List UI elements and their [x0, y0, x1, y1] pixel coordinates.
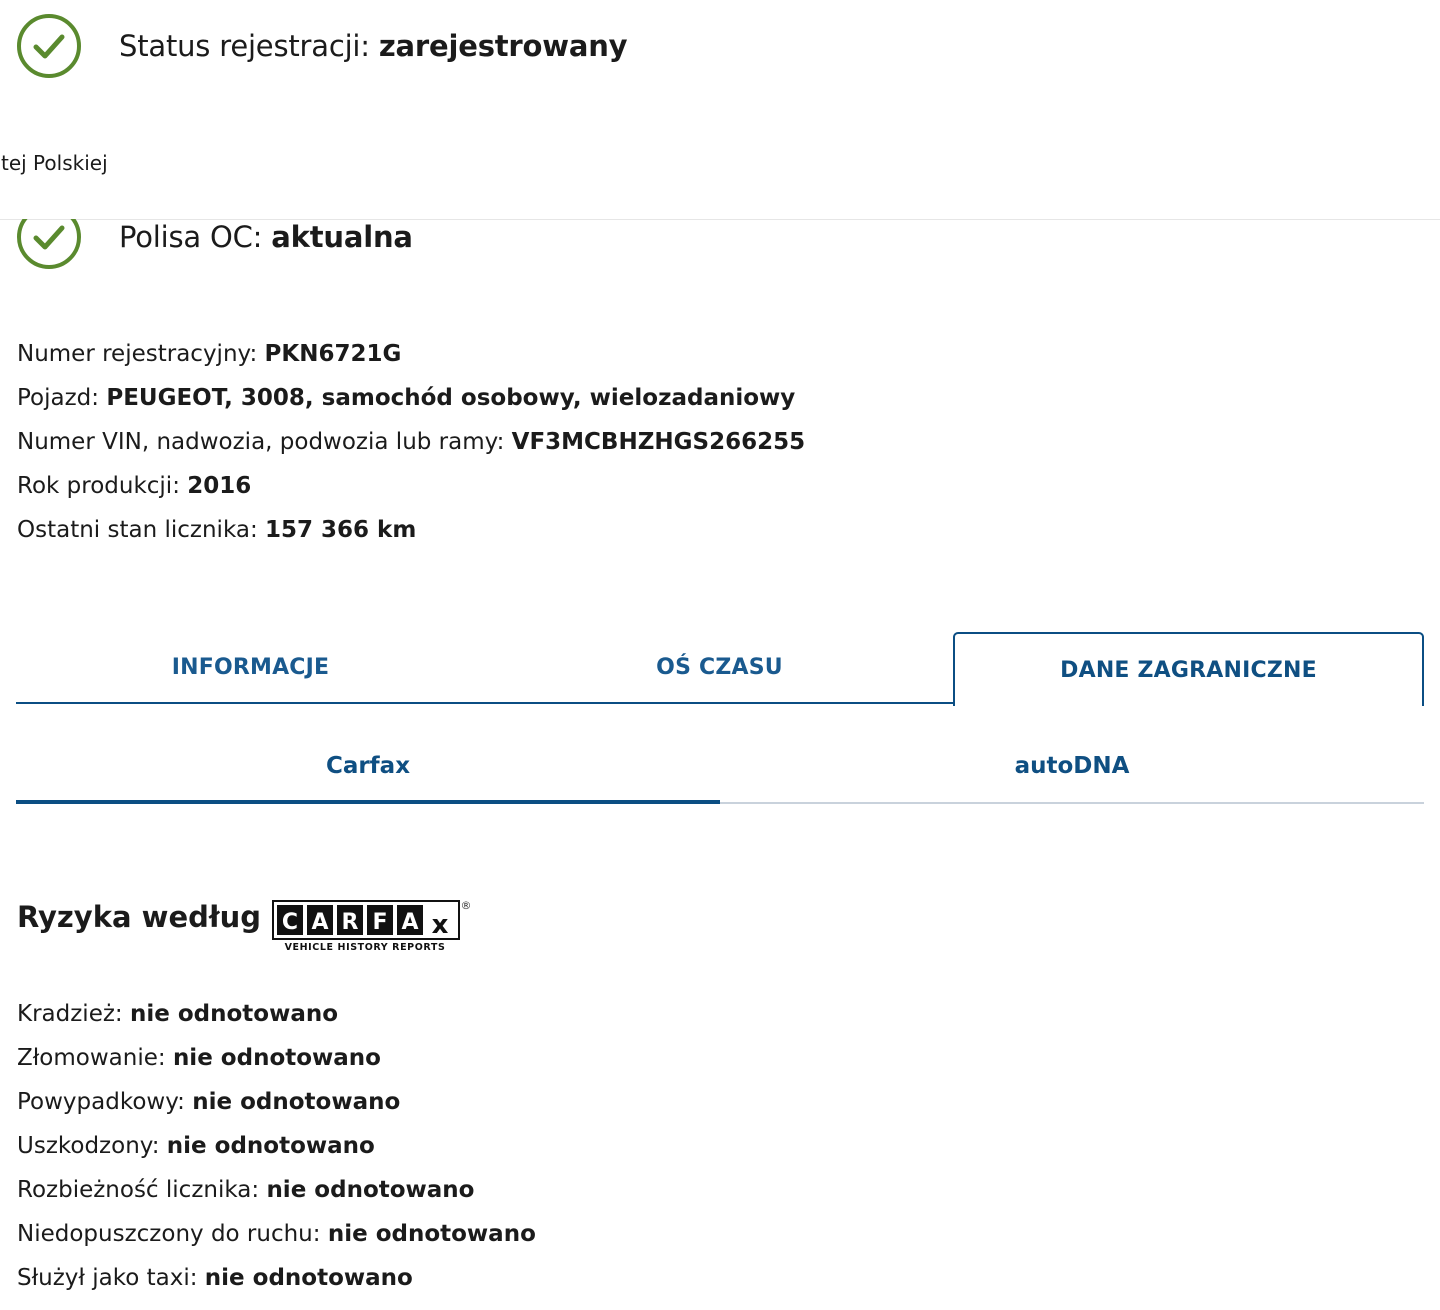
risk-value: nie odnotowano: [192, 1089, 401, 1115]
risk-value: nie odnotowano: [266, 1177, 475, 1203]
carfax-logo-letter: F: [372, 910, 388, 935]
risk-label: Służył jako taxi:: [17, 1265, 205, 1291]
subtab-autodna[interactable]: autoDNA: [1014, 753, 1130, 779]
risk-item: [17, 1175, 474, 1205]
registration-status-value: zarejestrowany: [378, 29, 628, 63]
insurance-value: aktualna: [271, 220, 413, 254]
vehicle-info-line: [17, 471, 251, 501]
risk-item: [17, 1087, 400, 1117]
risk-label: Kradzież:: [17, 1001, 130, 1027]
overlap-mask: [0, 200, 120, 219]
risk-item: [17, 999, 338, 1029]
info-label: Numer VIN, nadwozia, podwozia lub ramy:: [17, 429, 512, 455]
info-label: Numer rejestracyjny:: [17, 341, 265, 367]
info-value: VF3MCBHZHGS266255: [511, 429, 806, 455]
info-label: Rok produkcji:: [17, 473, 188, 499]
risk-value: nie odnotowano: [327, 1221, 536, 1247]
risk-item: [17, 1131, 375, 1161]
info-label: Ostatni stan licznika:: [17, 517, 266, 543]
registration-status-text: [119, 29, 627, 63]
info-value: PKN6721G: [264, 341, 402, 367]
subtab-active-indicator: [16, 800, 720, 804]
risk-label: Uszkodzony:: [17, 1133, 167, 1159]
info-label: Pojazd:: [17, 385, 107, 411]
risk-item: [17, 1263, 413, 1293]
check-circle-icon: [16, 13, 82, 79]
sub-tabs: [16, 730, 1424, 804]
vehicle-info-line: [17, 427, 805, 457]
vehicle-info-line: [17, 383, 795, 413]
carfax-logo-letter: C: [281, 910, 299, 935]
risk-value: nie odnotowano: [204, 1265, 413, 1291]
carfax-logo-letter: A: [311, 910, 329, 935]
risk-value: nie odnotowano: [172, 1045, 381, 1071]
tab-informacje[interactable]: INFORMACJE: [171, 654, 330, 680]
registration-status: [16, 13, 627, 79]
subtab-inactive-line: [720, 802, 1424, 804]
risk-label: Niedopuszczony do ruchu:: [17, 1221, 328, 1247]
main-tabs: [16, 632, 1424, 704]
subtab-carfax[interactable]: Carfax: [325, 753, 411, 779]
carfax-logo-caption: VEHICLE HISTORY REPORTS: [284, 942, 446, 953]
info-value: PEUGEOT, 3008, samochód osobowy, wielozadaniowy: [106, 385, 796, 411]
vehicle-info-line: [17, 339, 401, 369]
carfax-logo: [272, 897, 474, 955]
insurance-label: Polisa OC:: [119, 220, 272, 254]
tab-os-czasu[interactable]: OŚ CZASU: [656, 654, 783, 680]
risk-value: nie odnotowano: [166, 1133, 375, 1159]
partial-text: tej Polskiej: [1, 151, 108, 175]
risk-heading: Ryzyka według: [17, 900, 262, 934]
risk-label: Rozbieżność licznika:: [17, 1177, 267, 1203]
risk-item: [17, 1219, 536, 1249]
info-value: 2016: [187, 473, 252, 499]
registration-status-label: Status rejestracji:: [119, 29, 379, 63]
carfax-logo-registered-mark: ®: [460, 899, 472, 912]
risk-value: nie odnotowano: [129, 1001, 339, 1027]
carfax-logo-letter: A: [401, 910, 419, 935]
risk-label: Złomowanie:: [17, 1045, 173, 1071]
insurance-status-text: [119, 220, 413, 254]
risk-item: [17, 1043, 381, 1073]
carfax-logo-letter: R: [341, 910, 359, 935]
risk-label: Powypadkowy:: [17, 1089, 193, 1115]
tab-dane-zagraniczne[interactable]: DANE ZAGRANICZNE: [953, 632, 1424, 706]
carfax-logo-letter: x: [431, 910, 449, 940]
info-value: 157 366 km: [265, 517, 417, 543]
vehicle-info-line: [17, 515, 416, 545]
